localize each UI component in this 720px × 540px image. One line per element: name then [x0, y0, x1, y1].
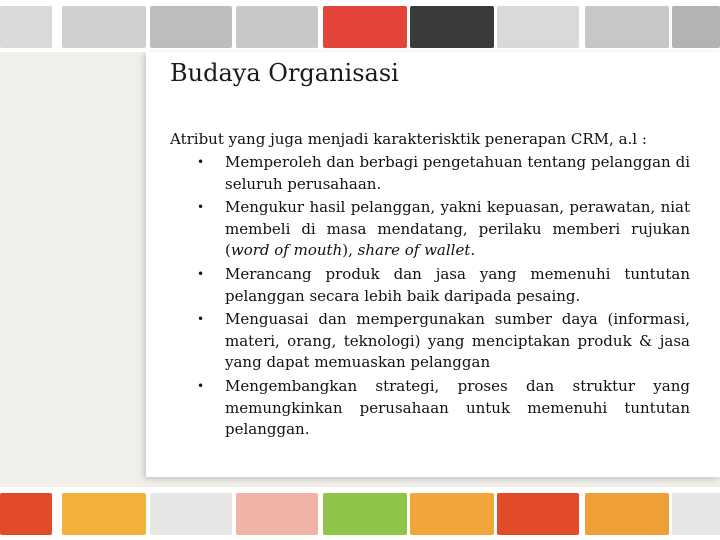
bullet-text: Mengukur hasil pelanggan, yakni kepuasan, perawatan, niat membeli di masa mendatang, perilaku memberi rujukan (	[225, 198, 690, 260]
bottom-decor-tile	[497, 493, 579, 535]
bullet-text: Menguasai dan mempergunakan sumber daya (informasi, materi, orang, teknologi) yang menciptakan produk & jasa yang dapat memuaskan pelanggan	[225, 310, 690, 372]
bullet-dot-icon: •	[197, 312, 205, 327]
bullet-dot-icon: •	[197, 200, 205, 215]
top-decor-tile	[585, 6, 669, 48]
top-decor-tile	[497, 6, 579, 48]
bullet-text: Memperoleh dan berbagi pengetahuan tentang pelanggan di seluruh perusahaan.	[225, 153, 690, 193]
slide-title: Budaya Organisasi	[170, 59, 399, 87]
bullet-text: Merancang produk dan jasa yang memenuhi tuntutan pelanggan secara lebih baik daripada pesaing.	[225, 264, 690, 305]
decorative-bottom-band	[0, 487, 720, 539]
bottom-decor-tile	[0, 493, 52, 535]
bottom-decor-tile	[150, 493, 232, 535]
bullet-item	[170, 264, 690, 307]
bullet-text: ),	[342, 241, 358, 260]
bullet-item	[170, 197, 690, 262]
top-decor-tile	[323, 6, 407, 48]
bullet-text: .	[470, 241, 476, 260]
bullet-dot-icon: •	[197, 266, 205, 281]
bullet-text: Mengembangkan strategi, proses dan struktur yang memungkinkan perusahaan untuk memenuhi tuntutan pelanggan.	[225, 376, 690, 439]
bullet-dot-icon: •	[197, 155, 205, 169]
top-decor-tile	[62, 6, 146, 48]
bullet-item	[170, 376, 690, 441]
top-decor-tile	[672, 6, 720, 48]
bullet-dot-icon: •	[197, 378, 205, 393]
bullet-text-italic: word of mouth	[230, 241, 343, 260]
top-decor-tile	[410, 6, 494, 48]
bottom-decor-tile	[672, 493, 720, 535]
bullet-item	[170, 152, 690, 195]
bottom-decor-tile	[410, 493, 494, 535]
bottom-decor-tile	[323, 493, 407, 535]
intro-text: Atribut yang juga menjadi karakterisktik penerapan CRM, a.l :	[170, 130, 647, 148]
bullet-item	[170, 309, 690, 374]
bottom-decor-tile	[236, 493, 318, 535]
decorative-top-band	[0, 0, 720, 52]
bullet-text-italic: share of wallet	[357, 241, 471, 260]
bottom-decor-tile	[62, 493, 146, 535]
top-decor-tile	[236, 6, 318, 48]
bullet-list	[170, 152, 690, 443]
top-decor-tile	[0, 6, 52, 48]
top-decor-tile	[150, 6, 232, 48]
bottom-decor-tile	[585, 493, 669, 535]
